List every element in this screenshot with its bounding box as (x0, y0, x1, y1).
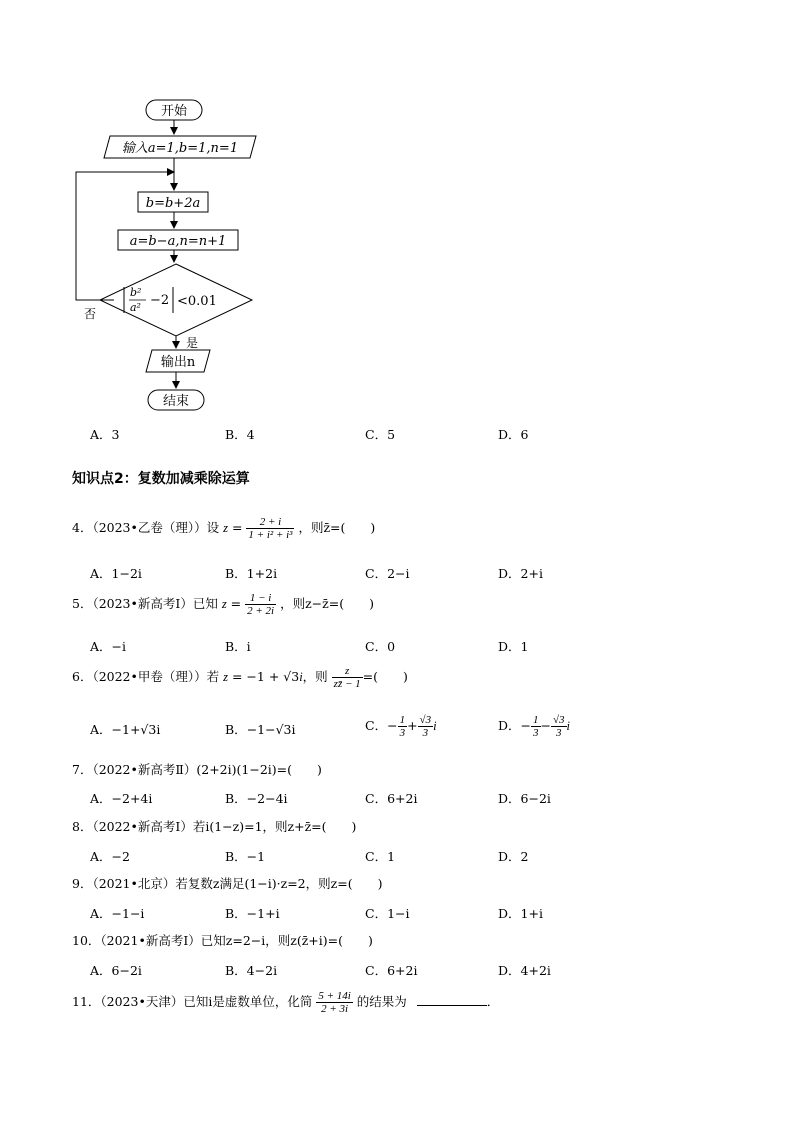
decision-diamond (100, 264, 252, 336)
q6-option-a[interactable]: A．−1+√3i (90, 722, 161, 737)
q3-option-c[interactable]: C．5 (365, 427, 396, 442)
step1-label: b=b+2a (145, 196, 201, 211)
start-label: 开始 (160, 104, 188, 119)
q3-option-a[interactable]: A．3 (90, 427, 120, 442)
q10-option-a[interactable]: A．6−2i (90, 963, 142, 978)
question-6: 6．（2022•甲卷（理））若 z = −1 + √3i，则 $\frac{z}{zz̄ - 1}$ =( ) (72, 665, 408, 690)
question-7: 7．（2022•新高考Ⅱ）(2+2i)(1−2i)=( ) (72, 762, 322, 777)
input-label: 输入a=1,b=1,n=1 (121, 141, 239, 156)
q8-option-a[interactable]: A．−2 (90, 849, 130, 864)
q7-option-a[interactable]: A．−2+4i (90, 791, 153, 806)
q9-option-c[interactable]: C．1−i (365, 906, 410, 921)
output-label: 输出n (160, 355, 196, 370)
q6-option-d[interactable]: D．− $\frac{1}{3}$ − $\frac{√3}{3}$ i (498, 714, 571, 739)
svg-text:−2: −2 (150, 293, 170, 308)
q4-options (90, 564, 610, 582)
q10-options (90, 961, 610, 979)
q5-option-c[interactable]: C．0 (365, 639, 396, 654)
q4-stem: 4．（2023•乙卷（理））设 (72, 520, 220, 535)
q10-option-c[interactable]: C．6+2i (365, 963, 418, 978)
q9-options (90, 904, 610, 922)
q6-stem: 6．（2022•甲卷（理））若 (72, 669, 220, 684)
q4-option-b[interactable]: B．1+2i (225, 566, 278, 581)
question-11: 11．（2023•天津）已知i是虚数单位，化简 $\frac{5 + 14i}{2 + 3i}$ 的结果为 ． (72, 990, 500, 1015)
q4-option-a[interactable]: A．1−2i (90, 566, 142, 581)
q10-option-d[interactable]: D．4+2i (498, 963, 551, 978)
q7-option-d[interactable]: D．6−2i (498, 791, 551, 806)
q11-fraction: $\frac{5 + 14i}{2 + 3i}$ (318, 990, 351, 1015)
flowchart (60, 90, 280, 420)
q7-options (90, 789, 610, 807)
q6-option-b[interactable]: B．−1−√3i (225, 722, 296, 737)
condition-rhs: <0.01 (177, 294, 217, 309)
q6-fraction: $\frac{z}{zz̄ - 1}$ (333, 665, 361, 690)
q11-answer-blank[interactable] (417, 1005, 487, 1006)
q8-option-b[interactable]: B．−1 (225, 849, 266, 864)
q8-options (90, 847, 610, 865)
q4-option-c[interactable]: C．2−i (365, 566, 410, 581)
q7-option-c[interactable]: C．6+2i (365, 791, 418, 806)
q11-stem: 11．（2023•天津）已知i是虚数单位，化简 (72, 994, 313, 1009)
end-label: 结束 (162, 394, 190, 409)
q3-option-b[interactable]: B．4 (225, 427, 255, 442)
q8-option-d[interactable]: D．2 (498, 849, 529, 864)
q5-fraction: $\frac{1 - i}{2 + 2i}$ (247, 592, 275, 617)
q5-option-a[interactable]: A．−i (90, 639, 126, 654)
q5-options (90, 637, 610, 655)
q3-option-d[interactable]: D．6 (498, 427, 529, 442)
yes-label: 是 (186, 336, 199, 350)
q5-stem: 5．（2023•新高考Ⅰ）已知 (72, 596, 218, 611)
q9-option-d[interactable]: D．1+i (498, 906, 543, 921)
step2-label: a=b−a,n=n+1 (129, 234, 227, 249)
no-label: 否 (84, 307, 97, 321)
q4-option-d[interactable]: D．2+i (498, 566, 543, 581)
question-4: 4．（2023•乙卷（理））设 z = $\frac{2 + i}{\text{1 + i² + i³}}$ ，则z̄=( ) (72, 516, 376, 541)
q5-option-b[interactable]: B．i (225, 639, 251, 654)
q9-option-b[interactable]: B．−1+i (225, 906, 280, 921)
question-5: 5．（2023•新高考Ⅰ）已知 z = $\frac{1 - i}{2 + 2i}$ ，则z−z̄=( ) (72, 592, 374, 617)
q6-options (90, 714, 610, 744)
svg-text:a²: a² (130, 301, 141, 314)
q5-option-d[interactable]: D．1 (498, 639, 529, 654)
q3-options (90, 425, 610, 443)
svg-text:b²: b² (130, 286, 142, 299)
q7-option-b[interactable]: B．−2−4i (225, 791, 288, 806)
q9-option-a[interactable]: A．−1−i (90, 906, 145, 921)
q8-option-c[interactable]: C．1 (365, 849, 396, 864)
section-title: 知识点2：复数加减乘除运算 (72, 471, 250, 487)
q10-option-b[interactable]: B．4−2i (225, 963, 278, 978)
question-8: 8．（2022•新高考Ⅰ）若i(1−z)=1，则z+z̄=( ) (72, 819, 357, 834)
question-10: 10．（2021•新高考Ⅰ）已知z=2−i，则z(z̄+i)=( ) (72, 933, 373, 948)
question-9: 9．（2021•北京）若复数z满足(1−i)·z=2，则z=( ) (72, 876, 383, 891)
q4-fraction: $\frac{2 + i}{\text{1 + i² + i³}}$ (248, 516, 293, 541)
q6-option-c[interactable]: C．− $\frac{1}{3}$ + $\frac{√3}{3}$ i (365, 714, 437, 739)
